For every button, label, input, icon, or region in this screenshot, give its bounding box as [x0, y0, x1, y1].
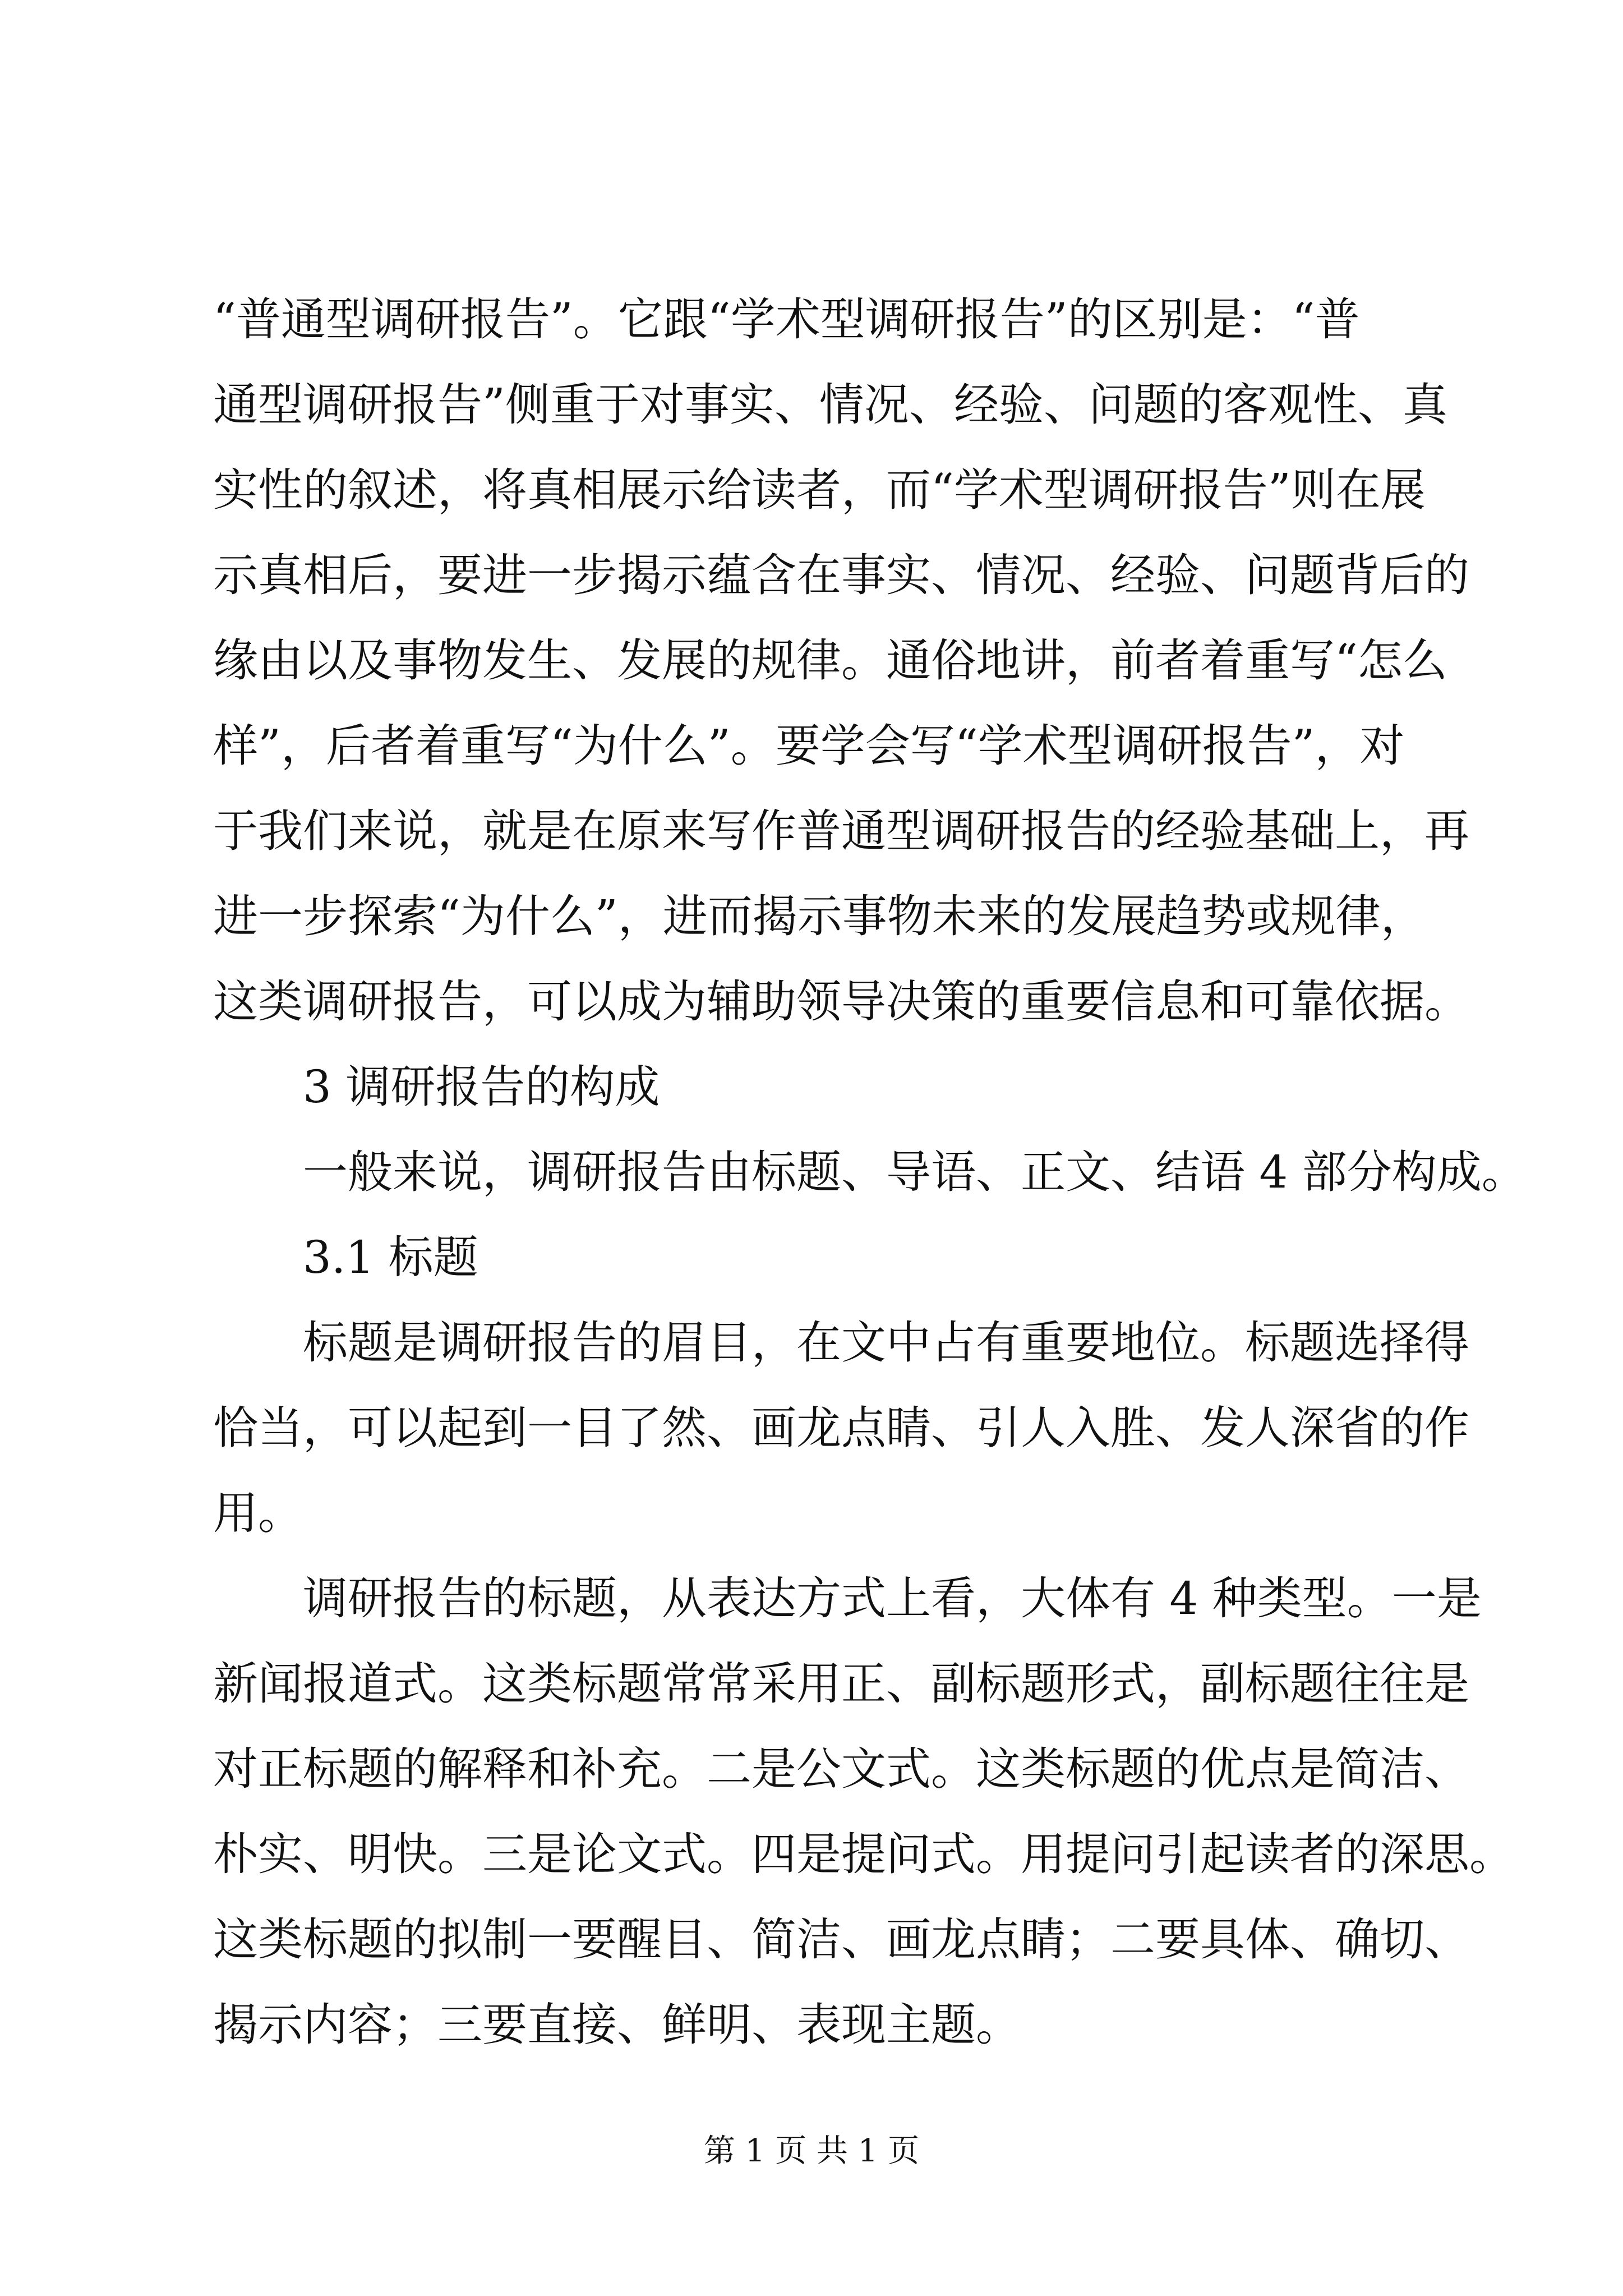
paragraph-types-line-1: 调研报告的标题，从表达方式上看，大体有 4 种类型。一是: [303, 1572, 1482, 1625]
paragraph-types-line-3: 对正标题的解释和补充。二是公文式。这类标题的优点是简洁、: [213, 1743, 1469, 1795]
paragraph-types-line-5: 这类标题的拟制一要醒目、简洁、画龙点睛；二要具体、确切、: [213, 1913, 1469, 1966]
paragraph-title-line-3: 用。: [213, 1487, 303, 1539]
paragraph-1-line-6: 样”，后者着重写“为什么”。要学会写“学术型调研报告”，对: [213, 720, 1405, 772]
paragraph-title-line-1: 标题是调研报告的眉目，在文中占有重要地位。标题选择得: [303, 1317, 1469, 1369]
paragraph-1-line-8: 进一步探索“为什么”，进而揭示事物未来的发展趋势或规律，: [213, 890, 1426, 942]
paragraph-composition: 一般来说，调研报告由标题、导语、正文、结语 4 部分构成。: [303, 1146, 1527, 1198]
paragraph-1-line-9: 这类调研报告，可以成为辅助领导决策的重要信息和可靠依据。: [213, 976, 1469, 1028]
paragraph-1-line-1: “普通型调研报告”。它跟“学术型调研报告”的区别是：“普: [213, 293, 1360, 346]
paragraph-1-line-5: 缘由以及事物发生、发展的规律。通俗地讲，前者着重写“怎么: [213, 634, 1447, 687]
paragraph-1-line-7: 于我们来说，就是在原来写作普通型调研报告的经验基础上，再: [213, 805, 1469, 857]
page-number-label: 第 1 页 共 1 页: [703, 2133, 920, 2169]
paragraph-1-line-4: 示真相后，要进一步揭示蕴含在事实、情况、经验、问题背后的: [213, 549, 1469, 601]
paragraph-1-line-3: 实性的叙述，将真相展示给读者，而“学术型调研报告”则在展: [213, 464, 1426, 516]
paragraph-types-line-4: 朴实、明快。三是论文式。四是提问式。用提问引起读者的深思。: [213, 1828, 1514, 1880]
section-heading-3-1: 3.1 标题: [303, 1231, 478, 1283]
section-heading-3: 3 调研报告的构成: [303, 1061, 660, 1113]
paragraph-title-line-2: 恰当，可以起到一目了然、画龙点睛、引人入胜、发人深省的作: [213, 1402, 1469, 1454]
paragraph-1-line-2: 通型调研报告”侧重于对事实、情况、经验、问题的客观性、真: [213, 379, 1447, 431]
paragraph-types-line-2: 新闻报道式。这类标题常常采用正、副标题形式，副标题往往是: [213, 1658, 1469, 1710]
paragraph-types-line-6: 揭示内容；三要直接、鲜明、表现主题。: [213, 1999, 1021, 2051]
page-footer: [0, 2132, 1623, 2171]
